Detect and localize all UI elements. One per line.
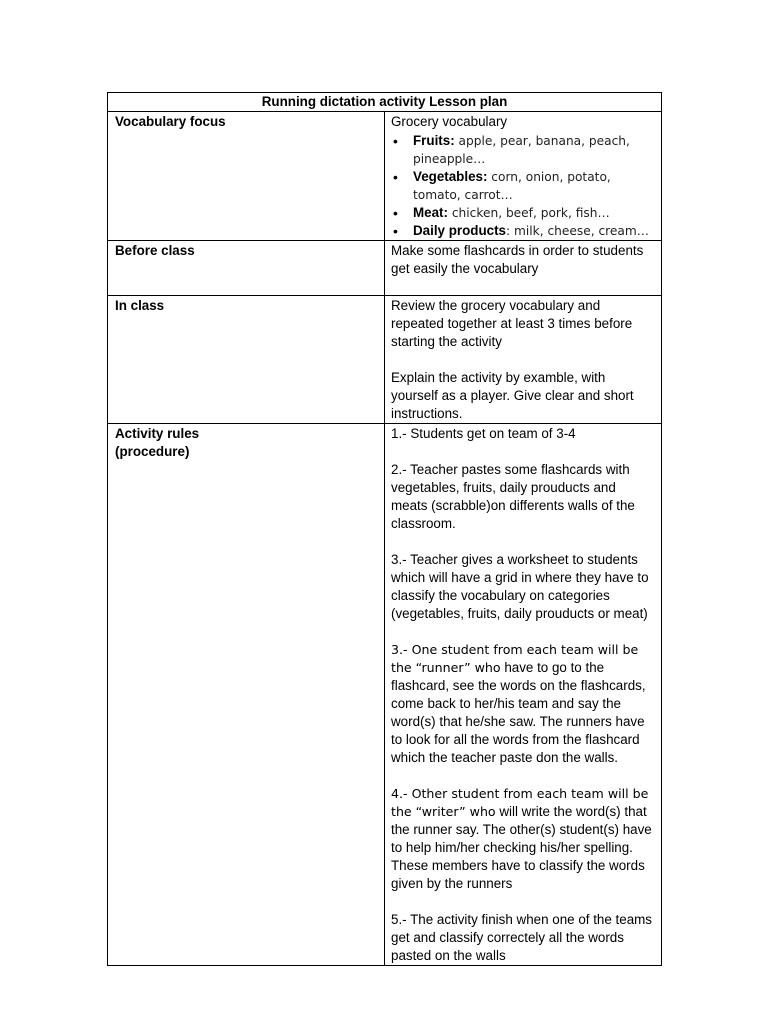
label-vocabulary-focus: Vocabulary focus — [108, 112, 385, 241]
in-class-paragraph: Explain the activity by examble, with yourself as a player. Give clear and short instructions. — [391, 370, 634, 421]
in-class-content — [385, 296, 662, 424]
rule-step — [391, 641, 653, 767]
row-in-class — [108, 296, 662, 424]
category-words: chicken, beef, pork, fish… — [447, 206, 610, 220]
table-title: Running dictation activity Lesson plan — [108, 93, 662, 112]
vocabulary-item-meat — [413, 204, 653, 222]
in-class-paragraph: Review the grocery vocabulary and repeated together at least 3 times before starting the activity — [391, 298, 633, 349]
rule-step-rest: have to go to the flashcard, see the words on the flashcards, come back to her/his team and say the word(s) that he/she saw. The runners have to look for all the words from the flashcard which the teacher paste don the walls. — [391, 660, 646, 765]
lesson-plan-table — [107, 92, 662, 966]
vocabulary-list — [391, 132, 653, 240]
category-label: Fruits: — [413, 133, 455, 148]
row-vocabulary-focus — [108, 112, 662, 241]
label-in-class: In class — [108, 296, 385, 424]
label-before-class: Before class — [108, 241, 385, 296]
row-before-class — [108, 241, 662, 296]
vocabulary-item-fruits — [413, 132, 653, 168]
category-label: Meat: — [413, 205, 448, 220]
rule-step: 3.- Teacher gives a worksheet to students which will have a grid in where they have to classify the vocabulary on categories (vegetables, fruits, daily prouducts or meat) — [391, 552, 649, 621]
rule-step-lead: 4.- Other student from each team will be the “writer” who — [391, 786, 649, 819]
category-label: Daily products — [413, 223, 507, 238]
category-words: corn, onion, potato, tomato, carrot… — [413, 170, 611, 202]
rule-step-rest: will write the word(s) that the runner say. The other(s) student(s) have to help him/her checking his/her spelling. These members have to classify the words given by the runners — [391, 804, 652, 891]
label-activity-rules-line: Activity rules — [115, 426, 200, 441]
rule-step: 1.- Students get on team of 3-4 — [391, 426, 576, 441]
row-activity-rules — [108, 424, 662, 966]
rule-step: 2.- Teacher pastes some flashcards with vegetables, fruits, daily prouducts and meats (scrabble)on differents walls of the classroom. — [391, 462, 635, 531]
category-words: : milk, cheese, cream… — [506, 224, 649, 238]
label-activity-rules-line: (procedure) — [115, 444, 190, 459]
label-activity-rules — [108, 424, 385, 966]
vocabulary-item-daily-products — [413, 222, 653, 240]
category-words: apple, pear, banana, peach, pineapple… — [413, 134, 630, 166]
vocabulary-item-vegetables — [413, 168, 653, 204]
rule-step-lead: 3.- One student from each team will be the “runner” who — [391, 642, 639, 675]
rule-step: 5.- The activity finish when one of the teams get and classify correctely all the words pasted on the walls — [391, 912, 653, 963]
rule-step — [391, 785, 653, 893]
activity-rules-content — [385, 424, 662, 966]
before-class-content — [385, 241, 662, 296]
vocabulary-content — [385, 112, 662, 241]
vocabulary-heading: Grocery vocabulary — [391, 114, 508, 129]
category-label: Vegetables: — [413, 169, 488, 184]
before-class-text: Make some flashcards in order to students get easily the vocabulary — [391, 243, 644, 276]
